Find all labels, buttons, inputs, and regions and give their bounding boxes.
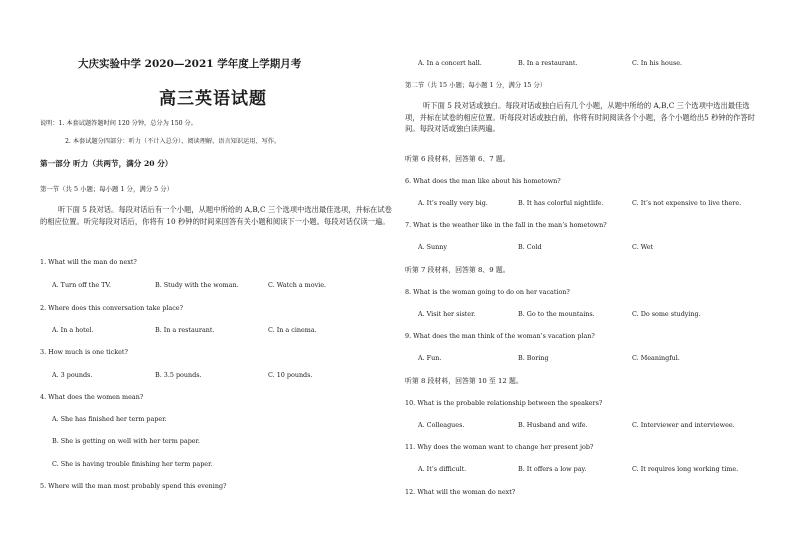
question-11: 11. Why does the woman want to change her present job?: [405, 443, 594, 451]
q8-option-b: B. Go to the mountains.: [518, 310, 595, 318]
question-12: 12. What will the woman do next?: [405, 488, 516, 496]
q1-option-a: A. Turn off the TV.: [52, 281, 111, 289]
q7-option-b: B. Cold: [518, 243, 542, 251]
q8-option-c: C. Do some studying.: [632, 310, 701, 318]
q10-option-c: C. Interviewer and interviewee.: [632, 421, 735, 429]
note-line-1: 说明：1. 本套试题答题时间 120 分钟，总分为 150 分。: [40, 120, 197, 127]
question-1: 1. What will the man do next?: [40, 258, 137, 266]
q5-option-a: A. In a concert hall.: [418, 59, 482, 67]
note-line-2: 2. 本套试题分四部分：听力（不计入总分）、阅读理解、语言知识运用、写作。: [65, 138, 281, 145]
q10-option-a: A. Colleagues.: [418, 421, 465, 429]
q6-option-b: B. It has colorful nightlife.: [518, 199, 604, 207]
question-8: 8. What is the woman going to do on her vacation?: [405, 288, 570, 296]
question-6: 6. What does the man like about his hometown?: [405, 177, 561, 185]
material-7-heading: 听第 7 段材料，回答第 8、9 题。: [405, 266, 510, 274]
material-6-heading: 听第 6 段材料，回答第 6、7 题。: [405, 155, 510, 163]
section1-title: 第一节（共 5 小题；每小题 1 分，满分 5 分）: [40, 185, 174, 193]
q1-option-b: B. Study with the woman.: [155, 281, 239, 289]
question-4: 4. What does the women mean?: [40, 393, 144, 401]
q2-option-b: B. In a restaurant.: [155, 326, 215, 334]
q11-option-b: B. It offers a low pay.: [518, 465, 587, 473]
section1-instructions: 听下面 5 段对话。每段对话后有一个小题，从题中所给的 A,B,C 三个选项中选出最佳选项，并标在试卷的相应位置。听完每段对话后，你将有 10 秒钟的时间来回答有关小题和阅读下一小题。每段对话仅读一遍。: [40, 205, 392, 226]
q6-option-c: C. It’s not expensive to live there.: [632, 199, 742, 207]
q10-option-b: B. Husband and wife.: [518, 421, 588, 429]
q11-option-c: C. It requires long working time.: [632, 465, 739, 473]
q7-option-c: C. Wet: [632, 243, 654, 251]
question-2: 2. Where does this conversation take place?: [40, 304, 184, 312]
q9-option-a: A. Fun.: [418, 354, 442, 362]
material-8-heading: 听第 8 段材料，回答第 10 至 12 题。: [405, 377, 523, 385]
q3-option-c: C. 10 pounds.: [268, 371, 313, 379]
q9-option-c: C. Meaningful.: [632, 354, 680, 362]
question-5: 5. Where will the man most probably spend this evening?: [40, 482, 227, 490]
question-7: 7. What is the weather like in the fall in the man’s hometown?: [405, 221, 607, 229]
q2-option-c: C. In a cinema.: [268, 326, 317, 334]
section2-instructions: 听下面 5 段对话或独白。每段对话或独白后有几个小题，从题中所给的 A,B,C 三个选项中选出最佳选项，并标在试卷的相应位置。听每段对话或独白前，你将有时间阅读各个小题，各个小题给出5 秒钟的作答时间。每段对话或独白读两遍。: [405, 101, 755, 133]
q3-option-b: B. 3.5 pounds.: [155, 371, 202, 379]
q5-option-c: C. In his house.: [632, 59, 683, 67]
q7-option-a: A. Sunny: [418, 243, 448, 251]
q11-option-a: A. It’s difficult.: [418, 465, 467, 473]
q9-option-b: B. Boring: [518, 354, 549, 362]
question-10: 10. What is the probable relationship between the speakers?: [405, 399, 603, 407]
q4-option-a: A. She has finished her term paper.: [52, 415, 167, 423]
q8-option-a: A. Visit her sister.: [418, 310, 476, 318]
q3-option-a: A. 3 pounds.: [52, 371, 93, 379]
q1-option-c: C. Watch a movie.: [268, 281, 327, 289]
question-9: 9. What does the man think of the woman’s vacation plan?: [405, 332, 595, 340]
q6-option-a: A. It’s really very big.: [418, 199, 488, 207]
exam-title: 高三英语试题: [159, 89, 267, 109]
q2-option-a: A. In a hotel.: [52, 326, 94, 334]
q4-option-c: C. She is having trouble finishing her term paper.: [52, 460, 213, 468]
part1-title: 第一部分 听力（共两节，满分 20 分）: [40, 159, 173, 168]
question-3: 3. How much is one ticket?: [40, 348, 128, 356]
q5-option-b: B. In a restaurant.: [518, 59, 578, 67]
section2-title: 第二节（共 15 小题；每小题 1 分，满分 15 分）: [405, 81, 547, 89]
q4-option-b: B. She is getting on well with her term paper.: [52, 437, 200, 445]
school-title: 大庆实验中学 2020—2021 学年度上学期月考: [78, 58, 302, 70]
